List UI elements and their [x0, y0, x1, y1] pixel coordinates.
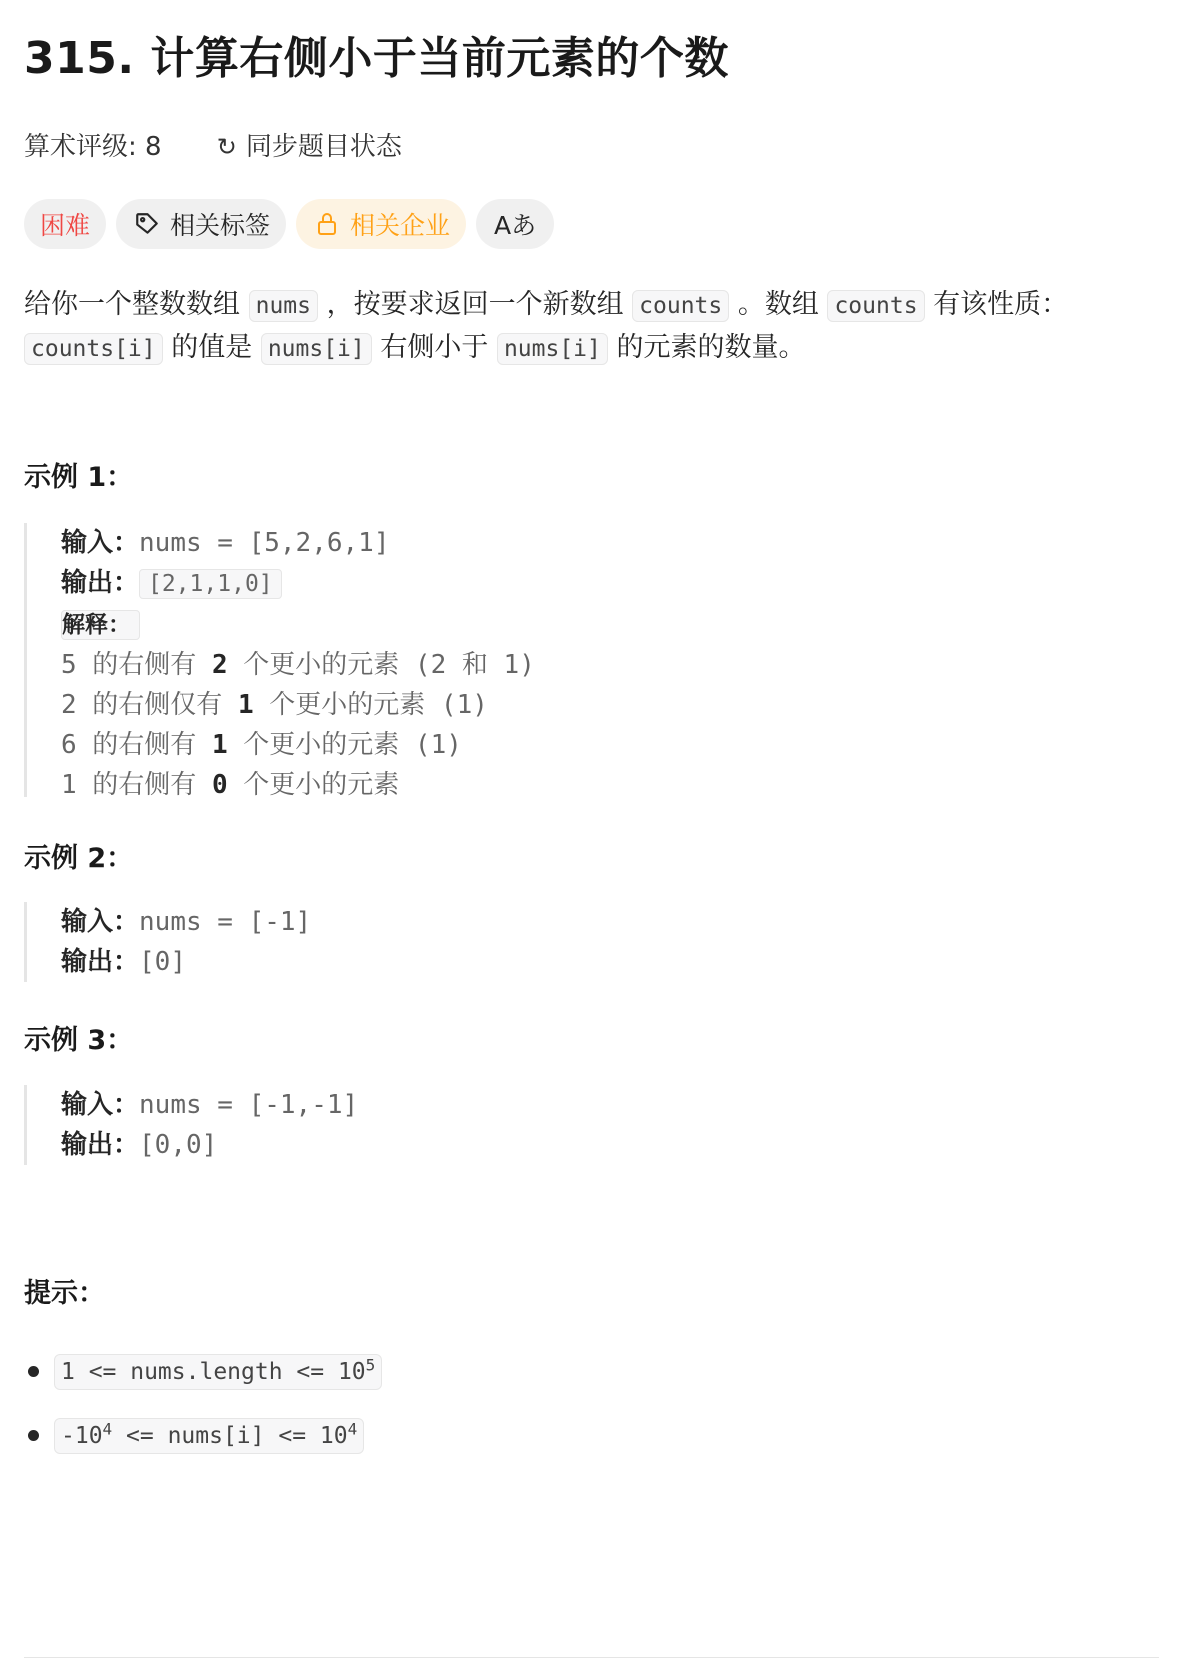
explain-text: 2 的右侧仅有 [61, 690, 238, 720]
explain-row [61, 645, 535, 685]
difficulty-label: 困难 [40, 211, 91, 240]
list-item [24, 1340, 382, 1404]
tag-bar [24, 199, 554, 249]
inline-code: nums[i] [497, 333, 608, 365]
example-output-line [61, 1125, 358, 1165]
example-3-block [24, 1085, 358, 1165]
lock-icon [312, 209, 342, 239]
problem-description [24, 284, 1164, 370]
sync-status-button[interactable] [214, 126, 402, 163]
explain-count: 2 [211, 650, 228, 680]
desc-text: 有该性质： [933, 289, 1069, 320]
input-value: nums = [-1] [139, 907, 312, 937]
explain-text: 个更小的元素 (1) [253, 690, 488, 720]
output-label: 输出： [61, 947, 140, 977]
explain-text: 1 的右侧有 [61, 770, 212, 800]
inline-code: nums[i] [261, 333, 372, 365]
constraint-code [54, 1354, 382, 1390]
explain-label: 解释： [61, 610, 140, 640]
constraint-text: <= nums[i] <= 10 [112, 1423, 348, 1449]
explain-row [61, 765, 535, 805]
bullet-icon [28, 1366, 39, 1377]
explain-count: 0 [211, 770, 228, 800]
related-tags-button[interactable] [116, 199, 286, 249]
inline-code: counts [827, 290, 924, 322]
output-label: 输出： [61, 568, 140, 598]
output-value: [0,0] [139, 1130, 218, 1160]
constraint-code [54, 1418, 364, 1454]
related-companies-label: 相关企业 [350, 211, 451, 240]
tag-icon [132, 209, 162, 239]
desc-text: 右侧小于 [380, 332, 489, 363]
constraint-exponent: 5 [365, 1355, 376, 1375]
desc-text: 的值是 [171, 332, 253, 363]
desc-text: 。数组 [737, 289, 819, 320]
explain-text: 个更小的元素 [227, 770, 400, 800]
explain-text: 6 的右侧有 [61, 730, 212, 760]
constraint-text: 1 <= nums.length <= 10 [61, 1359, 366, 1385]
divider [24, 1657, 1159, 1658]
explain-count: 1 [237, 690, 254, 720]
inline-code: counts [632, 290, 729, 322]
desc-text: 的元素的数量。 [616, 332, 806, 363]
example-2-block [24, 902, 311, 982]
explain-row [61, 685, 535, 725]
refresh-icon: ↻ [216, 133, 237, 161]
input-label: 输入： [61, 1090, 140, 1120]
desc-text: ，按要求返回一个新数组 [326, 289, 624, 320]
output-value: [0] [139, 947, 186, 977]
output-value: [2,1,1,0] [139, 569, 282, 599]
example-input-line [61, 523, 535, 563]
sync-status-label: 同步题目状态 [245, 132, 402, 162]
explain-text: 个更小的元素 (2 和 1) [227, 650, 535, 680]
constraint-exponent: 4 [102, 1419, 113, 1439]
desc-text: 给你一个整数数组 [24, 289, 240, 320]
input-label: 输入： [61, 528, 140, 558]
example-1-heading: 示例 1： [24, 462, 134, 493]
input-value: nums = [-1,-1] [139, 1090, 359, 1120]
output-label: 输出： [61, 1130, 140, 1160]
list-item [24, 1404, 382, 1468]
constraint-exponent: 4 [347, 1419, 358, 1439]
rating-text: 算术评级: 8 [24, 132, 162, 162]
example-1-block [24, 523, 535, 800]
example-explain-line [61, 604, 535, 645]
example-output-line [61, 563, 535, 604]
explain-text: 5 的右侧有 [61, 650, 212, 680]
explain-row [61, 725, 535, 765]
bullet-icon [28, 1430, 39, 1441]
inline-code: counts[i] [24, 333, 163, 365]
difficulty-badge[interactable] [24, 199, 106, 249]
constraint-text: -10 [61, 1423, 103, 1449]
page-title: 315. 计算右侧小于当前元素的个数 [24, 33, 729, 84]
input-value: nums = [5,2,6,1] [139, 528, 390, 558]
explain-text: 个更小的元素 (1) [227, 730, 462, 760]
translate-button[interactable] [476, 199, 554, 249]
related-tags-label: 相关标签 [170, 211, 271, 240]
translate-icon: Aあ [494, 211, 537, 240]
example-2-heading: 示例 2： [24, 843, 134, 874]
related-companies-button[interactable] [296, 199, 466, 249]
hints-heading: 提示： [24, 1278, 105, 1309]
inline-code: nums [249, 290, 318, 322]
constraints-list [24, 1340, 382, 1468]
example-input-line [61, 902, 311, 942]
input-label: 输入： [61, 907, 140, 937]
example-output-line [61, 942, 311, 982]
example-input-line [61, 1085, 358, 1125]
example-3-heading: 示例 3： [24, 1025, 134, 1056]
problem-meta [24, 126, 402, 163]
explain-count: 1 [211, 730, 228, 760]
